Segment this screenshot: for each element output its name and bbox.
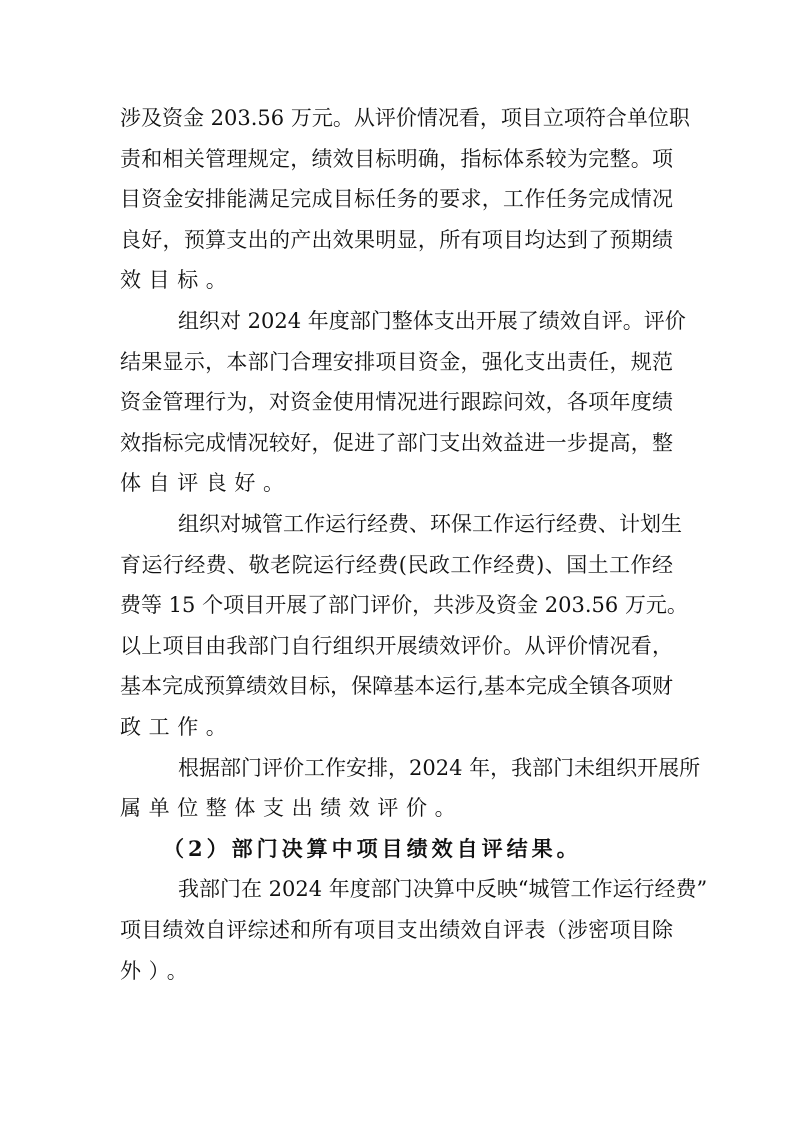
text-line: 良好，预算支出的产出效果明显，所有项目均达到了预期绩 (120, 227, 673, 252)
text-line: 组织对城管工作运行经费、环保工作运行经费、计划生 (178, 512, 682, 536)
text-line: 效指标完成情况较好，促进了部门支出效益进一步提高，整 (120, 430, 673, 455)
text-line: 费等 15 个项目开展了部门评价，共涉及资金 203.56 万元。 (120, 593, 688, 618)
text-line: 根据部门评价工作安排，2024 年，我部门未组织开展所 (178, 755, 701, 780)
text-line: 育运行经费、敬老院运行经费(民政工作经费)、国土工作经 (120, 552, 673, 577)
text-line: 外）。 (120, 958, 196, 983)
text-line: 项目绩效自评综述和所有项目支出绩效自评表（涉密项目除 (120, 918, 673, 942)
text-line: 资金管理行为，对资金使用情况进行跟踪问效，各项年度绩 (120, 390, 673, 415)
text-line: 属单位整体支出绩效评价。 (120, 796, 464, 821)
text-line: 以上项目由我部门自行组织开展绩效评价。从评价情况看， (120, 633, 673, 658)
text-line: 效目标。 (120, 268, 235, 293)
text-line: 责和相关管理规定，绩效目标明确，指标体系较为完整。项 (120, 146, 673, 171)
text-line: 我部门在 2024 年度部门决算中反映“城管工作运行经费” (178, 877, 708, 902)
text-line: 基本完成预算绩效目标，保障基本运行,基本完成全镇各项财 (120, 674, 673, 699)
text-line: 政工作。 (120, 715, 235, 739)
text-line: 体自评良好。 (120, 471, 292, 496)
section-heading: （2）部门决算中项目绩效自评结果。 (163, 835, 582, 861)
text-line: 组织对 2024 年度部门整体支出开展了绩效自评。评价 (178, 309, 686, 333)
text-line: 结果显示，本部门合理安排项目资金，强化支出责任，规范 (120, 349, 673, 374)
text-line: 目资金安排能满足完成目标任务的要求，工作任务完成情况 (120, 187, 673, 212)
text-line: 涉及资金 203.56 万元。从评价情况看，项目立项符合单位职 (120, 106, 690, 130)
